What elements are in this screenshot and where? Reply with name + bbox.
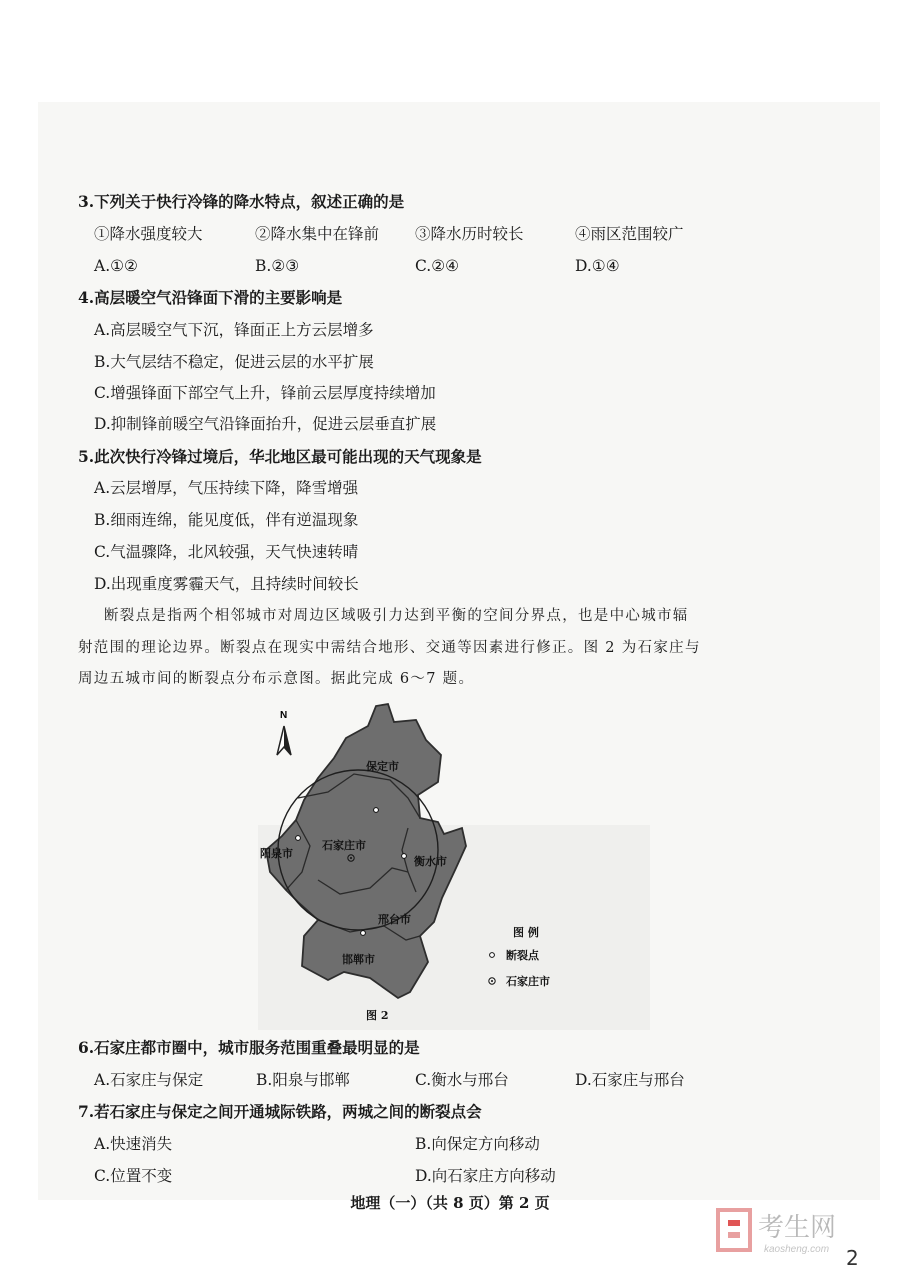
label-yangquan: 阳泉市 (260, 847, 293, 860)
logo-site: kaosheng.com (764, 1244, 830, 1255)
q5-option-c: C.气温骤降，北风较强，天气快速转晴 (94, 543, 359, 561)
q3-item-1: ①降水强度较大 (94, 225, 203, 243)
passage-line-2: 射范围的理论边界。断裂点在现实中需结合地形、交通等因素进行修正。图 2 为石家庄与 (78, 640, 701, 656)
q4-option-d: D.抑制锋前暖空气沿锋面抬升，促进云层垂直扩展 (94, 415, 437, 433)
q3-option-d: D.①④ (575, 257, 620, 275)
q4-option-b: B.大气层结不稳定，促进云层的水平扩展 (94, 353, 374, 371)
label-hengshui: 衡水市 (414, 855, 447, 868)
logo-mark-inner-icon (728, 1220, 740, 1226)
passage-line-3: 周边五城市间的断裂点分布示意图。据此完成 6～7 题。 (78, 671, 475, 687)
q7-option-c: C.位置不变 (94, 1167, 173, 1185)
label-handan: 邯郸市 (342, 953, 375, 966)
q3-option-a: A.①② (94, 257, 138, 275)
q3-item-2: ②降水集中在锋前 (255, 225, 380, 243)
q7-option-d: D.向石家庄方向移动 (415, 1167, 556, 1185)
q3-item-4: ④雨区范围较广 (575, 225, 684, 243)
q6-option-a: A.石家庄与保定 (94, 1071, 204, 1089)
logo-brand: 考生网 (758, 1213, 837, 1243)
legend-title: 图 例 (513, 926, 539, 939)
q3-option-b: B.②③ (255, 257, 300, 275)
q4-option-a: A.高层暖空气下沉，锋面正上方云层增多 (94, 321, 374, 339)
question-4-stem: 4.高层暖空气沿锋面下滑的主要影响是 (78, 288, 343, 307)
q5-option-d: D.出现重度雾霾天气，且持续时间较长 (94, 575, 359, 593)
q3-option-c: C.②④ (415, 257, 460, 275)
q5-option-b: B.细雨连绵，能见度低，伴有逆温现象 (94, 511, 359, 529)
break-point (402, 854, 407, 859)
figure-2-map (258, 700, 650, 1030)
legend-sjz-label: 石家庄市 (506, 975, 550, 988)
question-7-stem: 7.若石家庄与保定之间开通城际铁路，两城之间的断裂点会 (78, 1102, 482, 1121)
kaosheng-watermark-logo (716, 1206, 886, 1258)
north-label: N (280, 710, 288, 721)
passage-line-1: 断裂点是指两个相邻城市对周边区域吸引力达到平衡的空间分界点，也是中心城市辐 (104, 608, 689, 624)
legend-break-icon (490, 953, 495, 958)
logo-mark-icon (718, 1210, 750, 1250)
logo-mark-inner2-icon (728, 1232, 740, 1238)
question-6-stem: 6.石家庄都市圈中，城市服务范围重叠最明显的是 (78, 1038, 420, 1057)
break-point (361, 931, 366, 936)
q4-option-c: C.增强锋面下部空气上升，锋前云层厚度持续增加 (94, 384, 436, 402)
q7-option-b: B.向保定方向移动 (415, 1135, 540, 1153)
break-point (374, 808, 379, 813)
q6-option-b: B.阳泉与邯郸 (256, 1071, 350, 1089)
page-number: 2 (846, 1246, 859, 1270)
label-xingtai: 邢台市 (378, 913, 411, 926)
question-5-stem: 5.此次快行冷锋过境后，华北地区最可能出现的天气现象是 (78, 447, 482, 466)
label-baoding: 保定市 (366, 760, 399, 773)
q6-option-d: D.石家庄与邢台 (575, 1071, 685, 1089)
q7-option-a: A.快速消失 (94, 1135, 173, 1153)
sjz-marker-dot (350, 857, 352, 859)
question-3-stem: 3.下列关于快行冷锋的降水特点，叙述正确的是 (78, 192, 405, 211)
break-point (296, 836, 301, 841)
q5-option-a: A.云层增厚，气压持续下降，降雪增强 (94, 479, 359, 497)
page-footer: 地理（一）（共 8 页）第 2 页 (350, 1194, 550, 1212)
q6-option-c: C.衡水与邢台 (415, 1071, 509, 1089)
legend-sjz-dot (491, 980, 493, 982)
q3-item-3: ③降水历时较长 (415, 225, 524, 243)
legend-break-label: 断裂点 (506, 949, 539, 962)
figure-caption: 图 2 (366, 1009, 389, 1022)
label-shijiazhuang: 石家庄市 (322, 839, 366, 852)
